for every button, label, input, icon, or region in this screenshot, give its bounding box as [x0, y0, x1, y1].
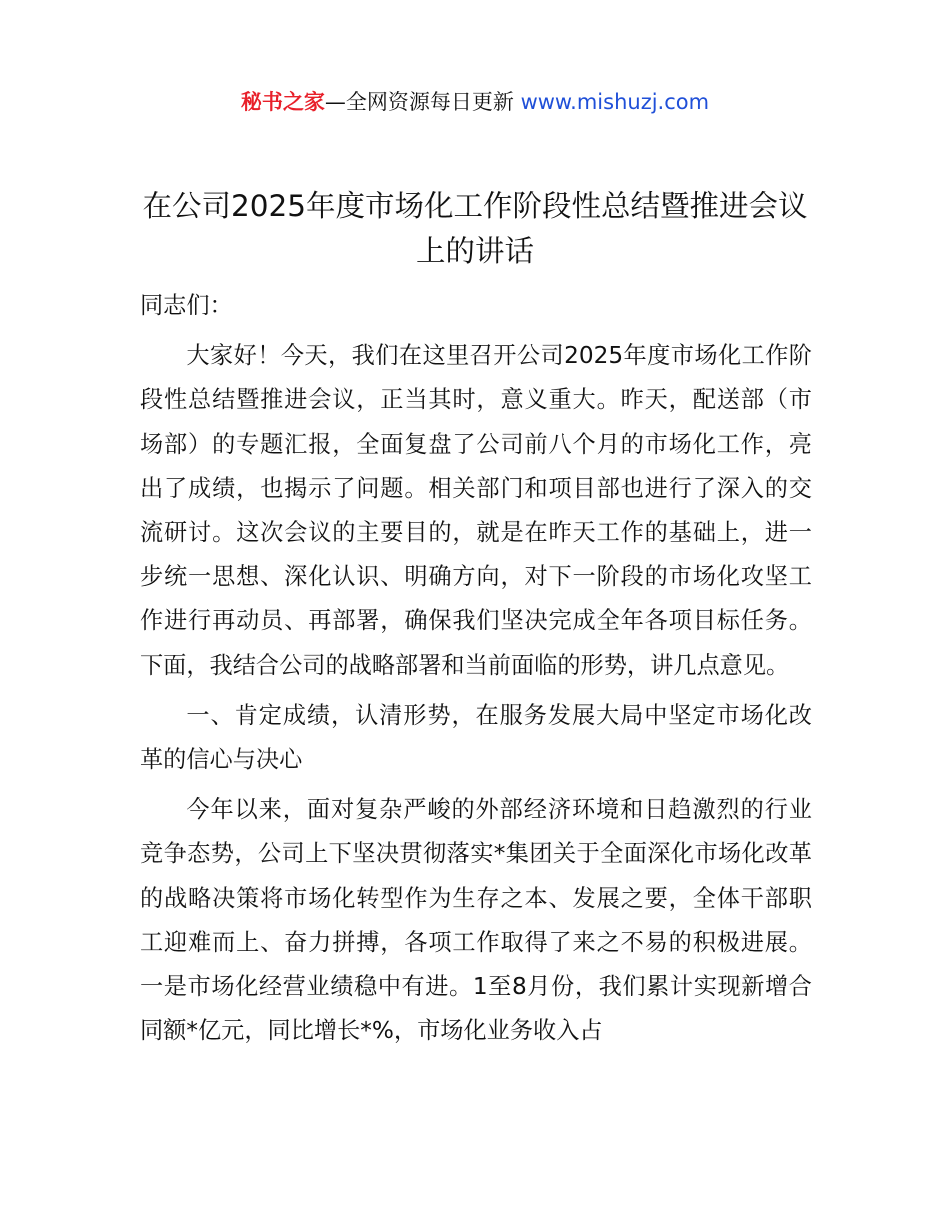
document-title: 在公司2025年度市场化工作阶段性总结暨推进会议上的讲话 — [142, 189, 808, 268]
site-url-link[interactable]: www.mishuzj.com — [520, 90, 710, 114]
paragraph-section-1: 今年以来，面对复杂严峻的外部经济环境和日趋激烈的行业竞争态势，公司上下坚决贯彻落实*集团关于全面深化市场化改革的战略决策将市场化转型作为生存之本、发展之要，全体干部职工迎难而上、奋力拼搏，各项工作取得了来之不易的积极进展。一是市场化经营业绩稳中有进。1至8月份，我们累计实现新增合同额*亿元，同比增长*%，市场化业务收入占 — [140, 796, 812, 1045]
paragraph-opening: 大家好！今天，我们在这里召开公司2025年度市场化工作阶段性总结暨推进会议，正当其时，意义重大。昨天，配送部（市场部）的专题汇报，全面复盘了公司前八个月的市场化工作，亮出了成绩，也揭示了问题。相关部门和项目部也进行了深入的交流研讨。这次会议的主要目的，就是在昨天工作的基础上，进一步统一思想、深化认识、明确方向，对下一阶段的市场化攻坚工作进行再动员、再部署，确保我们坚决完成全年各项目标任务。下面，我结合公司的战略部署和当前面临的形势，讲几点意见。 — [140, 342, 812, 679]
brand-name: 秘书之家 — [240, 90, 325, 114]
site-header — [0, 86, 950, 118]
header-tagline: —全网资源每日更新 — [324, 90, 514, 114]
document-body — [140, 284, 812, 1059]
salutation: 同志们： — [140, 292, 233, 319]
section-heading-1: 一、肯定成绩，认清形势，在服务发展大局中坚定市场化改革的信心与决心 — [140, 701, 812, 774]
